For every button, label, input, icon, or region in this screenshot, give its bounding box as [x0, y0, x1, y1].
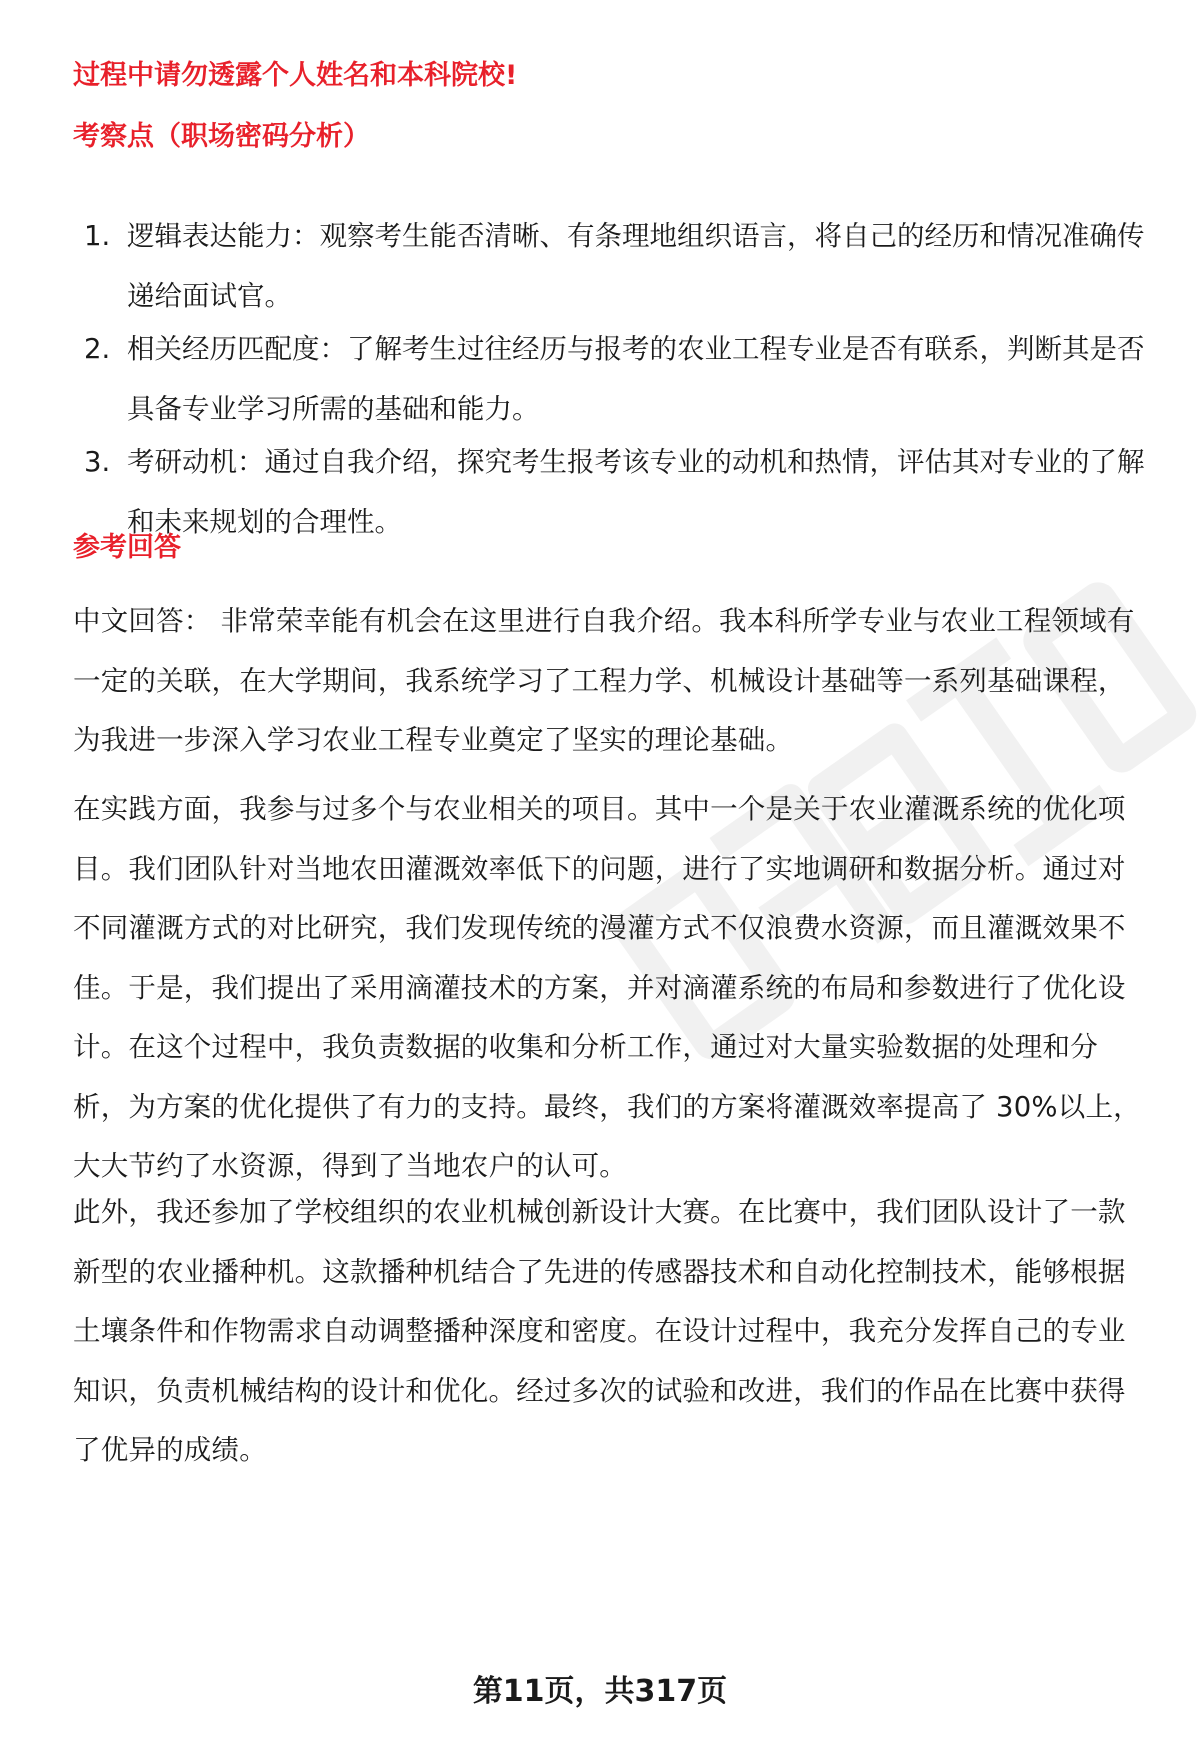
points-list — [73, 207, 1153, 552]
list-item-number: 1. — [84, 220, 111, 252]
list-item-text: 考研动机：通过自我介绍，探究考生报考该专业的动机和热情，评估其对专业的了解和未来规划的合理性。 — [127, 446, 1145, 538]
answer-paragraph-2: 在实践方面，我参与过多个与农业相关的项目。其中一个是关于农业灌溉系统的优化项目。我们团队针对当地农田灌溉效率低下的问题，进行了实地调研和数据分析。通过对不同灌溉方式的对比研究，我们发现传统的漫灌方式不仅浪费水资源，而且灌溉效果不佳。于是，我们提出了采用滴灌技术的方案，并对滴灌系统的布局和参数进行了优化设计。在这个过程中，我负责数据的收集和分析工作，通过对大量实验数据的处理和分析，为方案的优化提供了有力的支持。最终，我们的方案将灌溉效率提高了 30%以上，大大节约了水资源，得到了当地农户的认可。 — [73, 793, 1141, 1182]
list-item-number: 2. — [84, 333, 111, 365]
privacy-warning: 过程中请勿透露个人姓名和本科院校! — [73, 60, 518, 91]
answer-paragraph-3: 此外，我还参加了学校组织的农业机械创新设计大赛。在比赛中，我们团队设计了一款新型的农业播种机。这款播种机结合了先进的传感器技术和自动化控制技术，能够根据土壤条件和作物需求自动调整播种深度和密度。在设计过程中，我充分发挥自己的专业知识，负责机械结构的设计和优化。经过多次的试验和改进，我们的作品在比赛中获得了优异的成绩。 — [73, 1196, 1126, 1466]
list-item — [73, 433, 1153, 552]
section-title-answer: 参考回答 — [73, 532, 181, 563]
list-item — [73, 320, 1153, 439]
answer-paragraph-1: 中文回答： 非常荣幸能有机会在这里进行自我介绍。我本科所学专业与农业工程领域有一定的关联，在大学期间，我系统学习了工程力学、机械设计基础等一系列基础课程，为我进一步深入学习农业工程专业奠定了坚实的理论基础。 — [73, 605, 1135, 756]
section-title-points: 考察点（职场密码分析） — [73, 121, 370, 152]
list-item — [73, 207, 1153, 326]
page-number: 第11页，共317页 — [472, 1674, 728, 1709]
list-item-text: 相关经历匹配度：了解考生过往经历与报考的农业工程专业是否有联系，判断其是否具备专业学习所需的基础和能力。 — [127, 333, 1145, 425]
list-item-text: 逻辑表达能力：观察考生能否清晰、有条理地组织语言，将自己的经历和情况准确传递给面试官。 — [127, 220, 1145, 312]
list-item-number: 3. — [84, 446, 111, 478]
